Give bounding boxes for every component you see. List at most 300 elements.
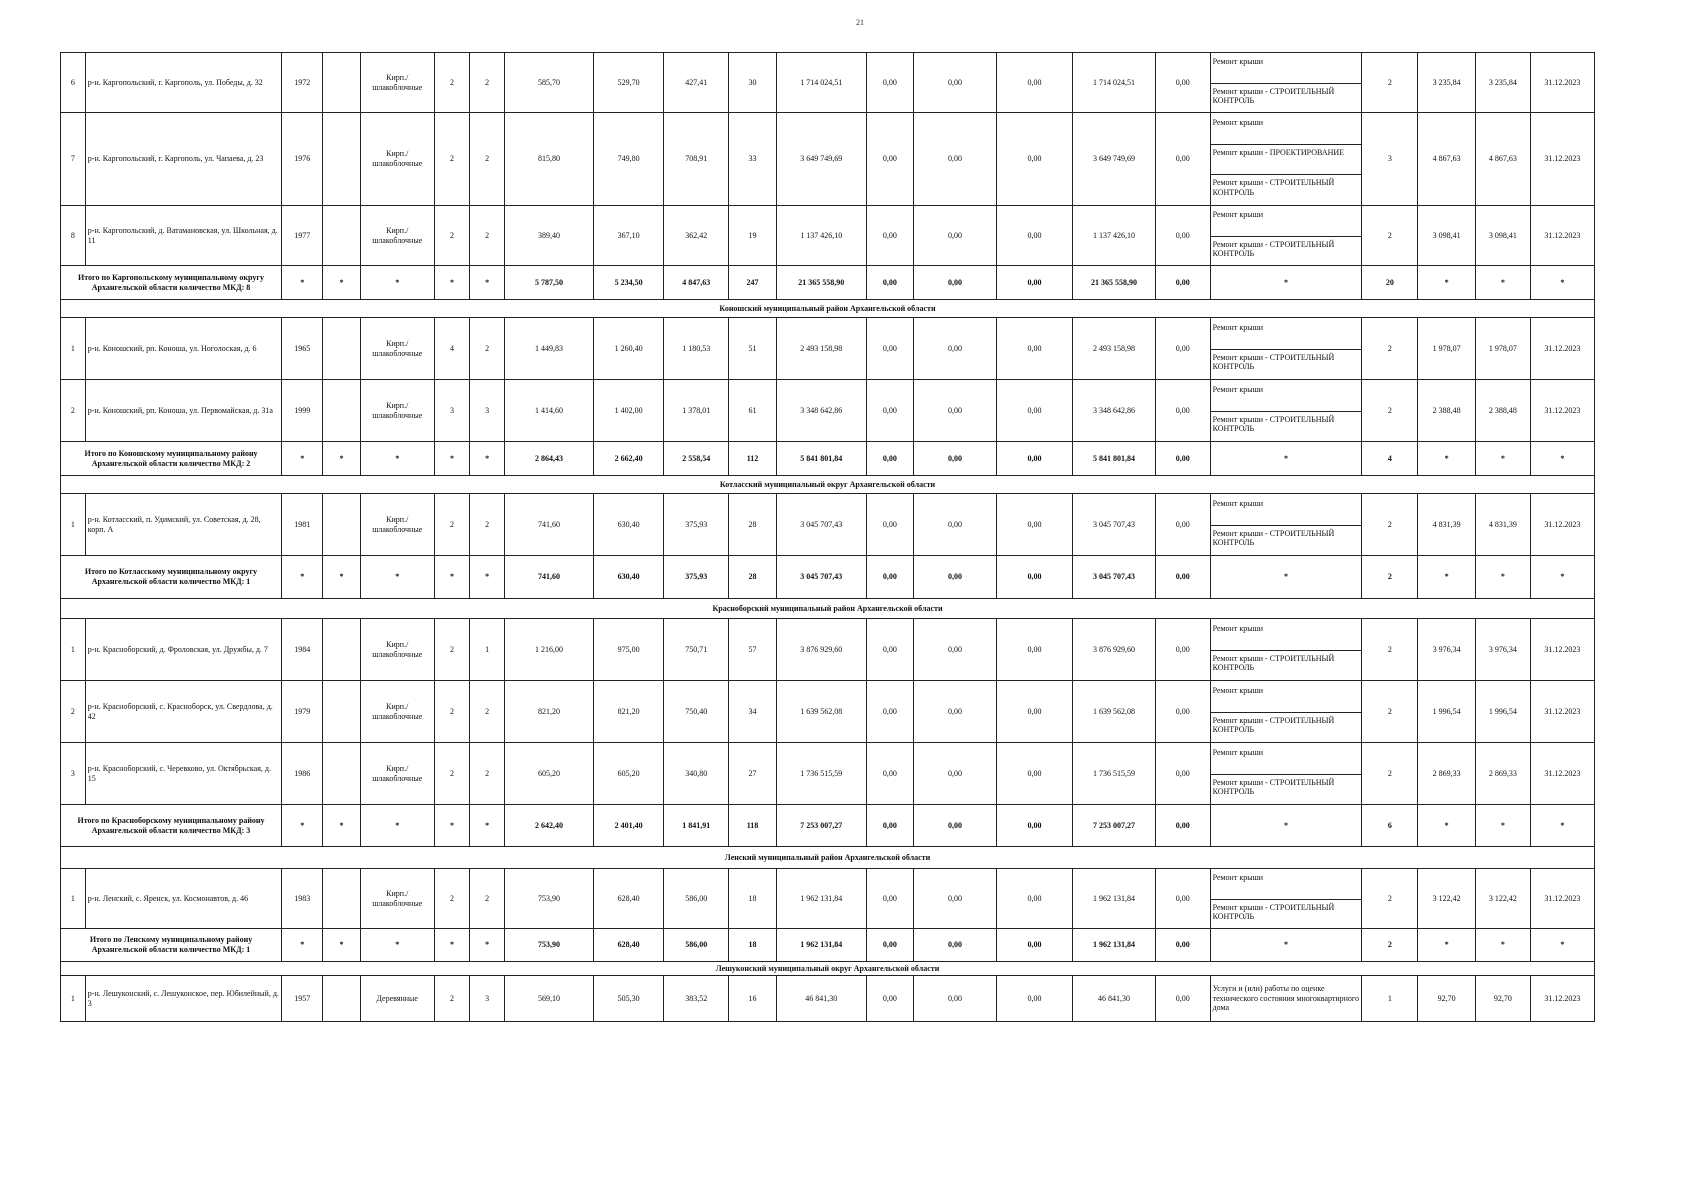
cell-year2 [323, 976, 360, 1022]
cell-f5: 0,00 [1155, 266, 1210, 300]
cell-area_living: 1 402,00 [593, 380, 663, 442]
cell-year2 [323, 681, 360, 743]
cell-entrances: 1 [470, 619, 505, 681]
cell-year2 [323, 619, 360, 681]
cell-area_living2: 383,52 [664, 976, 729, 1022]
cell-area_living: 749,80 [593, 113, 663, 206]
cell-wcount: 2 [1362, 206, 1418, 266]
cell-area_total: 741,60 [505, 494, 594, 556]
cell-works [1210, 53, 1362, 113]
cell-wcount: 2 [1362, 380, 1418, 442]
cell-unit2: * [1476, 929, 1531, 962]
cell-date: 31.12.2023 [1530, 53, 1594, 113]
cell-entrances: 2 [470, 318, 505, 380]
cell-area_living2: 375,93 [664, 494, 729, 556]
district-total-row [61, 805, 1595, 847]
cell-unit2: 1 996,54 [1476, 681, 1531, 743]
cell-year2 [323, 743, 360, 805]
cell-wall: Кирп./ шлакоблочные [360, 681, 434, 743]
cell-date: 31.12.2023 [1530, 976, 1594, 1022]
total-label: Итого по Каргопольскому муниципальному округу Архангельской области количество МКД: 8 [61, 266, 282, 300]
cell-cost_total: 3 045 707,43 [776, 556, 866, 599]
cell-cost_total: 3 045 707,43 [776, 494, 866, 556]
cell-floors: 2 [434, 494, 469, 556]
cell-works [1210, 380, 1362, 442]
cell-num: 1 [61, 318, 86, 380]
cell-f5: 0,00 [1155, 805, 1210, 847]
cell-f1: 0,00 [866, 53, 914, 113]
work-item: Ремонт крыши - СТРОИТЕЛЬНЫЙ КОНТРОЛЬ [1211, 774, 1362, 803]
cell-area_living2: 1 378,01 [664, 380, 729, 442]
total-label: Итого по Котласскому муниципальному округу Архангельской области количество МКД: 1 [61, 556, 282, 599]
work-item: Ремонт крыши - СТРОИТЕЛЬНЫЙ КОНТРОЛЬ [1211, 411, 1362, 440]
cell-f5: 0,00 [1155, 442, 1210, 476]
cell-f2: 0,00 [914, 113, 997, 206]
cell-f1: 0,00 [866, 929, 914, 962]
cell-works [1210, 869, 1362, 929]
cell-unit2: 3 098,41 [1476, 206, 1531, 266]
house-row [61, 976, 1595, 1022]
cell-year: * [282, 929, 323, 962]
cell-wall: Кирп./ шлакоблочные [360, 113, 434, 206]
cell-cost_total: 3 348 642,86 [776, 380, 866, 442]
cell-f5: 0,00 [1155, 318, 1210, 380]
cell-num: 1 [61, 494, 86, 556]
cell-date: 31.12.2023 [1530, 113, 1594, 206]
cell-year: * [282, 442, 323, 476]
cell-floors: 4 [434, 318, 469, 380]
cell-wall: Кирп./ шлакоблочные [360, 318, 434, 380]
cell-residents: 16 [729, 976, 777, 1022]
page-number: 21 [856, 18, 864, 27]
cell-year: 1957 [282, 976, 323, 1022]
cell-residents: 33 [729, 113, 777, 206]
cell-floors: * [434, 556, 469, 599]
cell-f1: 0,00 [866, 266, 914, 300]
cell-f5: 0,00 [1155, 743, 1210, 805]
cell-wall: * [360, 266, 434, 300]
cell-area_living: 505,30 [593, 976, 663, 1022]
cell-address: р-н. Лешуконский, с. Лешуконское, пер. Юбилейный, д. 3 [85, 976, 281, 1022]
cell-f4: 46 841,30 [1073, 976, 1156, 1022]
cell-entrances: 2 [470, 53, 505, 113]
cell-unit1: * [1418, 266, 1476, 300]
cell-unit1: 1 978,07 [1418, 318, 1476, 380]
cell-area_total: 1 449,83 [505, 318, 594, 380]
cell-year: 1986 [282, 743, 323, 805]
house-row [61, 206, 1595, 266]
cell-wcount: 2 [1362, 318, 1418, 380]
work-item: Ремонт крыши [1212, 118, 1264, 127]
cell-unit1: 2 869,33 [1418, 743, 1476, 805]
district-total-row [61, 442, 1595, 476]
work-item: Ремонт крыши - ПРОЕКТИРОВАНИЕ [1211, 144, 1362, 173]
cell-wall: Деревянные [360, 976, 434, 1022]
cell-unit2: * [1476, 805, 1531, 847]
district-header-row [61, 962, 1595, 976]
cell-area_living: 821,20 [593, 681, 663, 743]
cell-area_living: 628,40 [593, 929, 663, 962]
cell-cost_total: 3 649 749,69 [776, 113, 866, 206]
work-item: Ремонт крыши [1212, 623, 1264, 633]
cell-year2 [323, 53, 360, 113]
cell-f4: 3 045 707,43 [1073, 494, 1156, 556]
work-item: Ремонт крыши - СТРОИТЕЛЬНЫЙ КОНТРОЛЬ [1211, 712, 1362, 741]
cell-f4: 3 045 707,43 [1073, 556, 1156, 599]
work-item: Ремонт крыши [1212, 384, 1264, 394]
cell-area_living2: 375,93 [664, 556, 729, 599]
cell-wall: Кирп./ шлакоблочные [360, 206, 434, 266]
cell-f4: 1 736 515,59 [1073, 743, 1156, 805]
cell-unit1: * [1418, 805, 1476, 847]
work-item: Ремонт крыши [1212, 498, 1264, 508]
cell-address: р-н. Красноборский, д. Фроловская, ул. Дружбы, д. 7 [85, 619, 281, 681]
cell-f3: 0,00 [996, 556, 1072, 599]
cell-unit2: 92,70 [1476, 976, 1531, 1022]
cell-f5: 0,00 [1155, 681, 1210, 743]
work-item: Ремонт крыши - СТРОИТЕЛЬНЫЙ КОНТРОЛЬ [1211, 174, 1362, 203]
cell-cost_total: 46 841,30 [776, 976, 866, 1022]
district-header-row [61, 476, 1595, 494]
cell-unit2: 4 831,39 [1476, 494, 1531, 556]
cell-area_living: 605,20 [593, 743, 663, 805]
cell-date: 31.12.2023 [1530, 681, 1594, 743]
cell-wall: * [360, 805, 434, 847]
cell-num: 7 [61, 113, 86, 206]
cell-entrances: 2 [470, 743, 505, 805]
cell-wall: Кирп./ шлакоблочные [360, 380, 434, 442]
cell-area_total: 389,40 [505, 206, 594, 266]
cell-f3: 0,00 [996, 681, 1072, 743]
cell-f1: 0,00 [866, 206, 914, 266]
district-total-row [61, 556, 1595, 599]
cell-f3: 0,00 [996, 976, 1072, 1022]
cell-works [1210, 619, 1362, 681]
cell-f4: 3 348 642,86 [1073, 380, 1156, 442]
work-item: Ремонт крыши - СТРОИТЕЛЬНЫЙ КОНТРОЛЬ [1211, 650, 1362, 679]
cell-area_living2: 750,71 [664, 619, 729, 681]
cell-date: * [1530, 805, 1594, 847]
cell-num: 6 [61, 53, 86, 113]
total-label: Итого по Коношскому муниципальному району Архангельской области количество МКД: 2 [61, 442, 282, 476]
cell-area_living: 975,00 [593, 619, 663, 681]
house-row [61, 113, 1595, 206]
cell-floors: 2 [434, 619, 469, 681]
cell-area_total: 815,80 [505, 113, 594, 206]
cell-works: * [1210, 442, 1362, 476]
district-header-row [61, 300, 1595, 318]
cell-f3: 0,00 [996, 619, 1072, 681]
cell-area_total: 585,70 [505, 53, 594, 113]
cell-wall: * [360, 929, 434, 962]
cell-area_living: 5 234,50 [593, 266, 663, 300]
cell-floors: * [434, 442, 469, 476]
cell-f3: 0,00 [996, 318, 1072, 380]
cell-year2: * [323, 929, 360, 962]
table-body [61, 53, 1595, 1022]
cell-year2 [323, 113, 360, 206]
cell-cost_total: 1 962 131,84 [776, 929, 866, 962]
cell-address: р-н. Красноборский, с. Черевково, ул. Октябрьская, д. 15 [85, 743, 281, 805]
total-label: Итого по Красноборскому муниципальному району Архангельской области количество МКД: 3 [61, 805, 282, 847]
cell-cost_total: 1 639 562,08 [776, 681, 866, 743]
cell-area_total: 753,90 [505, 869, 594, 929]
cell-works [1210, 206, 1362, 266]
cell-unit2: * [1476, 556, 1531, 599]
cell-residents: 28 [729, 556, 777, 599]
cell-unit1: 3 235,84 [1418, 53, 1476, 113]
cell-floors: 2 [434, 206, 469, 266]
cell-f3: 0,00 [996, 869, 1072, 929]
cell-entrances: 3 [470, 976, 505, 1022]
cell-unit1: 4 831,39 [1418, 494, 1476, 556]
cell-num: 8 [61, 206, 86, 266]
cell-f2: 0,00 [914, 929, 997, 962]
cell-f3: 0,00 [996, 442, 1072, 476]
district-name: Ленский муниципальный район Архангельской области [61, 847, 1595, 869]
cell-area_total: 2 864,43 [505, 442, 594, 476]
cell-unit2: * [1476, 266, 1531, 300]
cell-num: 1 [61, 976, 86, 1022]
cell-date: 31.12.2023 [1530, 380, 1594, 442]
cell-entrances: 2 [470, 113, 505, 206]
cell-f2: 0,00 [914, 619, 997, 681]
work-item: Ремонт крыши [1212, 872, 1264, 882]
work-item: Ремонт крыши [1212, 56, 1264, 66]
cell-area_living2: 586,00 [664, 929, 729, 962]
cell-f3: 0,00 [996, 929, 1072, 962]
cell-year: 1999 [282, 380, 323, 442]
cell-cost_total: 5 841 801,84 [776, 442, 866, 476]
cell-date: 31.12.2023 [1530, 206, 1594, 266]
cell-f1: 0,00 [866, 318, 914, 380]
cell-date: 31.12.2023 [1530, 494, 1594, 556]
cell-entrances: * [470, 556, 505, 599]
cell-date: * [1530, 929, 1594, 962]
cell-f5: 0,00 [1155, 206, 1210, 266]
cell-entrances: 2 [470, 494, 505, 556]
cell-f3: 0,00 [996, 113, 1072, 206]
cell-f1: 0,00 [866, 619, 914, 681]
cell-area_living: 367,10 [593, 206, 663, 266]
cell-wcount: 2 [1362, 681, 1418, 743]
cell-wcount: 2 [1362, 494, 1418, 556]
cell-year: 1977 [282, 206, 323, 266]
cell-wall: Кирп./ шлакоблочные [360, 494, 434, 556]
cell-cost_total: 3 876 929,60 [776, 619, 866, 681]
cell-works: * [1210, 556, 1362, 599]
cell-unit1: * [1418, 556, 1476, 599]
cell-f1: 0,00 [866, 380, 914, 442]
cell-residents: 30 [729, 53, 777, 113]
cell-f5: 0,00 [1155, 494, 1210, 556]
cell-unit1: 92,70 [1418, 976, 1476, 1022]
cell-wall: * [360, 556, 434, 599]
cell-f2: 0,00 [914, 266, 997, 300]
cell-residents: 61 [729, 380, 777, 442]
cell-f3: 0,00 [996, 743, 1072, 805]
house-row [61, 53, 1595, 113]
cell-floors: * [434, 929, 469, 962]
cell-residents: 18 [729, 929, 777, 962]
cell-wcount: 2 [1362, 743, 1418, 805]
cell-num: 1 [61, 869, 86, 929]
work-item: Ремонт крыши [1212, 322, 1264, 332]
cell-f1: 0,00 [866, 805, 914, 847]
cell-f5: 0,00 [1155, 619, 1210, 681]
cell-area_total: 1 216,00 [505, 619, 594, 681]
cell-area_total: 605,20 [505, 743, 594, 805]
cell-residents: 19 [729, 206, 777, 266]
cell-unit1: 2 388,48 [1418, 380, 1476, 442]
cell-f2: 0,00 [914, 805, 997, 847]
cell-wall: Кирп./ шлакоблочные [360, 869, 434, 929]
cell-floors: 2 [434, 976, 469, 1022]
cell-f1: 0,00 [866, 681, 914, 743]
district-name: Красноборский муниципальный район Архангельской области [61, 599, 1595, 619]
cell-f4: 1 962 131,84 [1073, 929, 1156, 962]
cell-works [1210, 743, 1362, 805]
cell-area_living2: 1 841,91 [664, 805, 729, 847]
cell-f2: 0,00 [914, 380, 997, 442]
cell-f2: 0,00 [914, 556, 997, 599]
cell-entrances: 2 [470, 206, 505, 266]
cell-f2: 0,00 [914, 681, 997, 743]
district-header-row [61, 599, 1595, 619]
cell-wcount: 2 [1362, 53, 1418, 113]
cell-floors: 2 [434, 743, 469, 805]
cell-f1: 0,00 [866, 743, 914, 805]
cell-address: р-н. Каргопольский, г. Каргополь, ул. Победы, д. 32 [85, 53, 281, 113]
cell-unit1: 1 996,54 [1418, 681, 1476, 743]
cell-f4: 1 714 024,51 [1073, 53, 1156, 113]
cell-entrances: 2 [470, 869, 505, 929]
cell-f1: 0,00 [866, 556, 914, 599]
cell-f4: 3 876 929,60 [1073, 619, 1156, 681]
work-item: Ремонт крыши - СТРОИТЕЛЬНЫЙ КОНТРОЛЬ [1211, 899, 1362, 928]
district-header-row [61, 847, 1595, 869]
cell-address: р-н. Каргопольский, д. Ватамановская, ул. Школьная, д. 11 [85, 206, 281, 266]
cell-floors: 2 [434, 113, 469, 206]
cell-floors: 2 [434, 681, 469, 743]
cell-date: * [1530, 266, 1594, 300]
cell-f5: 0,00 [1155, 869, 1210, 929]
cell-works [1210, 494, 1362, 556]
cell-f1: 0,00 [866, 442, 914, 476]
cell-entrances: * [470, 442, 505, 476]
cell-entrances: * [470, 929, 505, 962]
cell-date: 31.12.2023 [1530, 318, 1594, 380]
cell-f2: 0,00 [914, 442, 997, 476]
cell-year2 [323, 318, 360, 380]
cell-area_living: 630,40 [593, 556, 663, 599]
cell-wcount: 1 [1362, 976, 1418, 1022]
cell-num: 2 [61, 380, 86, 442]
cell-area_living2: 1 180,53 [664, 318, 729, 380]
cell-address: р-н. Коношский, рп. Коноша, ул. Ноголоская, д. 6 [85, 318, 281, 380]
cell-entrances: * [470, 805, 505, 847]
total-label: Итого по Ленскому муниципальному району Архангельской области количество МКД: 1 [61, 929, 282, 962]
cell-area_total: 2 642,40 [505, 805, 594, 847]
cell-address: р-н. Ленский, с. Яренск, ул. Космонавтов, д. 46 [85, 869, 281, 929]
work-item: Ремонт крыши [1212, 685, 1264, 695]
cell-year2: * [323, 266, 360, 300]
cell-f3: 0,00 [996, 53, 1072, 113]
cell-year2 [323, 494, 360, 556]
district-total-row [61, 929, 1595, 962]
district-total-row [61, 266, 1595, 300]
cell-area_living2: 750,40 [664, 681, 729, 743]
house-row [61, 619, 1595, 681]
cell-floors: * [434, 805, 469, 847]
cell-area_total: 741,60 [505, 556, 594, 599]
cell-cost_total: 1 714 024,51 [776, 53, 866, 113]
cell-entrances: * [470, 266, 505, 300]
cell-wcount: 2 [1362, 929, 1418, 962]
cell-residents: 112 [729, 442, 777, 476]
cell-year: 1979 [282, 681, 323, 743]
cell-year2: * [323, 805, 360, 847]
cell-f1: 0,00 [866, 113, 914, 206]
cell-area_living: 529,70 [593, 53, 663, 113]
cell-area_living2: 2 558,54 [664, 442, 729, 476]
district-name: Коношский муниципальный район Архангельской области [61, 300, 1595, 318]
cell-unit1: * [1418, 929, 1476, 962]
cell-wall: * [360, 442, 434, 476]
cell-year2 [323, 869, 360, 929]
cell-address: р-н. Котласский, п. Удимский, ул. Советская, д. 28, корп. А [85, 494, 281, 556]
cell-year: * [282, 805, 323, 847]
cell-area_living2: 708,91 [664, 113, 729, 206]
cell-works: * [1210, 266, 1362, 300]
cell-area_living2: 340,80 [664, 743, 729, 805]
cell-cost_total: 1 962 131,84 [776, 869, 866, 929]
cell-f5: 0,00 [1155, 380, 1210, 442]
cell-unit1: 3 098,41 [1418, 206, 1476, 266]
cell-wall: Кирп./ шлакоблочные [360, 743, 434, 805]
cell-f4: 1 137 426,10 [1073, 206, 1156, 266]
cell-area_living2: 4 847,63 [664, 266, 729, 300]
cell-f2: 0,00 [914, 743, 997, 805]
work-item: Ремонт крыши [1212, 209, 1264, 219]
cell-residents: 51 [729, 318, 777, 380]
cell-f3: 0,00 [996, 266, 1072, 300]
cell-area_living: 2 662,40 [593, 442, 663, 476]
cell-area_living2: 586,00 [664, 869, 729, 929]
cell-cost_total: 1 137 426,10 [776, 206, 866, 266]
cell-area_total: 1 414,60 [505, 380, 594, 442]
cell-area_total: 5 787,50 [505, 266, 594, 300]
cell-floors: * [434, 266, 469, 300]
cell-f4: 1 962 131,84 [1073, 869, 1156, 929]
cell-unit1: 3 122,42 [1418, 869, 1476, 929]
cell-f2: 0,00 [914, 206, 997, 266]
cell-wcount: 3 [1362, 113, 1418, 206]
cell-year: 1965 [282, 318, 323, 380]
cell-floors: 3 [434, 380, 469, 442]
house-row [61, 494, 1595, 556]
district-name: Котласский муниципальный округ Архангельской области [61, 476, 1595, 494]
cell-wcount: 2 [1362, 869, 1418, 929]
cell-works: * [1210, 805, 1362, 847]
cell-f4: 5 841 801,84 [1073, 442, 1156, 476]
cell-f4: 7 253 007,27 [1073, 805, 1156, 847]
cell-address: р-н. Красноборский, с. Красноборск, ул. Свердлова, д. 42 [85, 681, 281, 743]
cell-f3: 0,00 [996, 805, 1072, 847]
cell-f4: 1 639 562,08 [1073, 681, 1156, 743]
cell-wcount: 4 [1362, 442, 1418, 476]
cell-wcount: 2 [1362, 619, 1418, 681]
